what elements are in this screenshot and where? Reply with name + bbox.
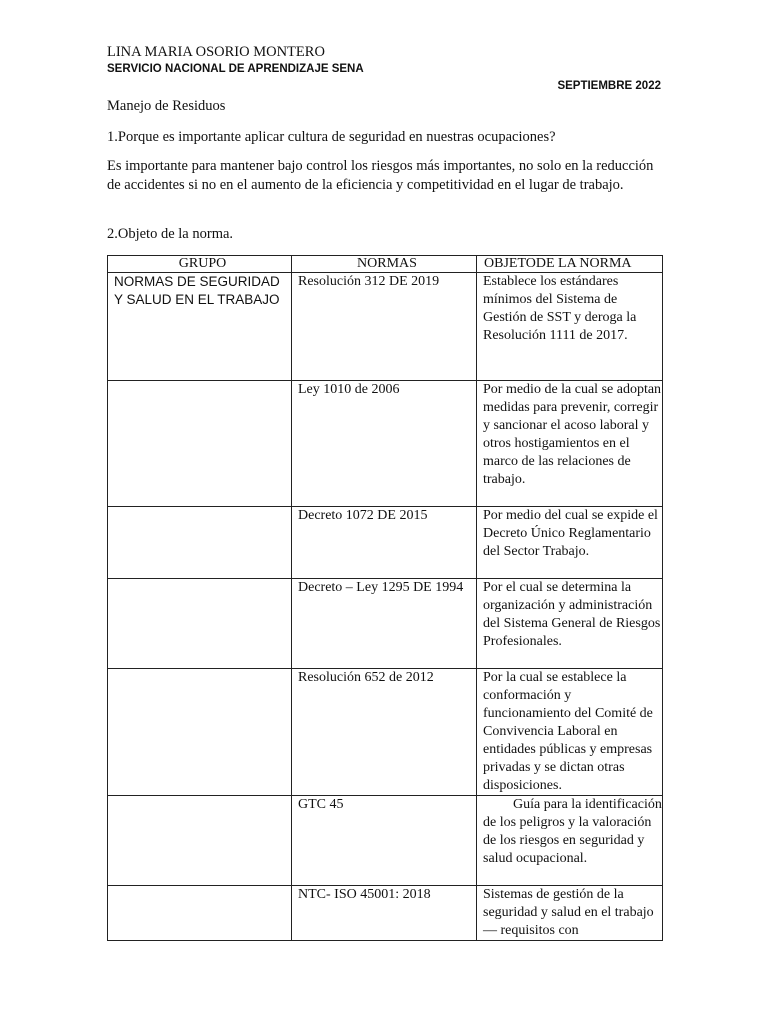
cell-norma: Ley 1010 de 2006: [292, 381, 477, 507]
cell-objeto: Guía para la identificación de los peligros y la valoración de los riesgos en seguridad y salud ocupacional.: [477, 796, 663, 886]
table-row: [108, 669, 663, 796]
institution-name: SERVICIO NACIONAL DE APRENDIZAJE SENA: [107, 63, 364, 75]
cell-objeto: Establece los estándares mínimos del Sistema de Gestión de SST y deroga la Resolución 1111 de 2017.: [477, 273, 663, 381]
header-normas: NORMAS: [292, 256, 477, 273]
cell-grupo: [108, 886, 292, 941]
table-row: [108, 579, 663, 669]
author-name: LINA MARIA OSORIO MONTERO: [107, 44, 325, 60]
table-row: [108, 381, 663, 507]
cell-grupo: [108, 381, 292, 507]
question-2: 2.Objeto de la norma.: [107, 226, 234, 242]
cell-grupo: NORMAS DE SEGURIDAD Y SALUD EN EL TRABAJO: [108, 273, 292, 381]
cell-norma: GTC 45: [292, 796, 477, 886]
subject-title: Manejo de Residuos: [107, 98, 226, 114]
table-header-row: [108, 256, 663, 273]
cell-norma: Resolución 652 de 2012: [292, 669, 477, 796]
header-objeto: OBJETODE LA NORMA: [477, 256, 663, 273]
document-date: SEPTIEMBRE 2022: [557, 80, 661, 92]
header-grupo: GRUPO: [108, 256, 292, 273]
cell-norma: Decreto – Ley 1295 DE 1994: [292, 579, 477, 669]
cell-objeto: Sistemas de gestión de la seguridad y salud en el trabajo — requisitos con: [477, 886, 663, 941]
cell-objeto: Por medio de la cual se adoptan medidas para prevenir, corregir y sancionar el acoso laboral y otros hostigamientos en el marco de las relaciones de trabajo.: [477, 381, 663, 507]
answer-1: Es importante para mantener bajo control los riesgos más importantes, no solo en la reducción de accidentes si no en el aumento de la eficiencia y competitividad en el lugar de trabajo.: [107, 158, 654, 193]
cell-norma: Decreto 1072 DE 2015: [292, 507, 477, 579]
cell-grupo: [108, 796, 292, 886]
norms-table: [107, 255, 663, 941]
table-row: [108, 273, 663, 381]
table-row: [108, 886, 663, 941]
cell-objeto: Por la cual se establece la conformación y funcionamiento del Comité de Convivencia Laboral en entidades públicas y empresas privadas y se dictan otras disposiciones.: [477, 669, 663, 796]
cell-grupo: [108, 669, 292, 796]
table-row: [108, 507, 663, 579]
cell-objeto: Por medio del cual se expide el Decreto Único Reglamentario del Sector Trabajo.: [477, 507, 663, 579]
cell-norma: NTC- ISO 45001: 2018: [292, 886, 477, 941]
cell-grupo: [108, 579, 292, 669]
cell-objeto: Por el cual se determina la organización y administración del Sistema General de Riesgos Profesionales.: [477, 579, 663, 669]
table-row: [108, 796, 663, 886]
cell-norma: Resolución 312 DE 2019: [292, 273, 477, 381]
cell-grupo: [108, 507, 292, 579]
question-1: 1.Porque es importante aplicar cultura de seguridad en nuestras ocupaciones?: [107, 129, 556, 145]
